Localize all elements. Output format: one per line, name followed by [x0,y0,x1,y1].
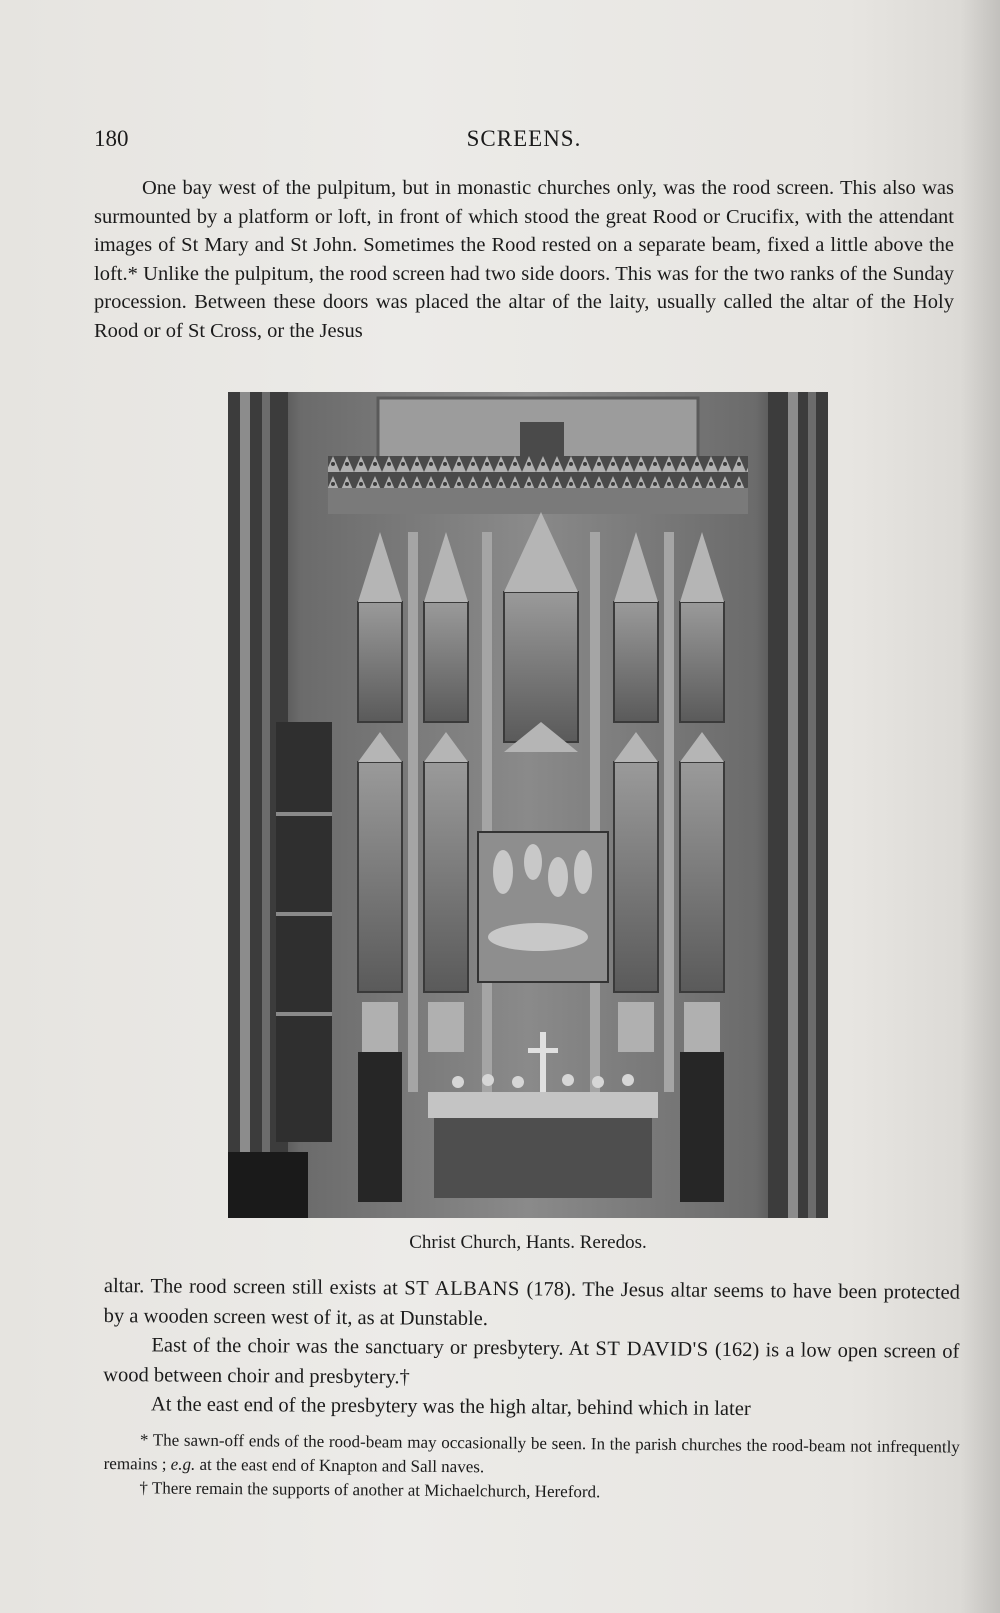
footnote-1 [104,1428,960,1483]
footnotes [103,1428,960,1507]
paragraph-3-text: At the east end of the presbytery was the high altar, behind which in later [150,1393,751,1421]
paragraph-1-text-b: (178). The Jesus altar seems to have been protected by a wooden screen west of it, as at Dunstable. [103,1278,960,1330]
paragraph-2-text-a: East of the choir was the sanctuary or presbytery. At [151,1334,596,1360]
reference-st-albans: ST ALBANS [404,1277,520,1301]
paragraph-2-text-b: (162) is a low open screen of wood between choir and presbytery.† [103,1338,960,1388]
figure-reredos-photograph [228,392,828,1218]
footnote-1-text-b: at the east end of Knapton and Sall naves. [195,1454,485,1477]
footnote-1-eg: e.g. [170,1454,196,1474]
body-top-text: One bay west of the pulpitum, but in monastic churches only, was the rood screen. This also was surmounted by a platform or loft, in front of which stood the great Rood or Crucifix, with the attendant images of St Mary and St John. Sometimes the Rood rested on a separate beam, fixed a little above the loft.* Unlike the pulpitum, the rood screen had two side doors. This was for the two ranks of the Sunday procession. Between these doors was placed the altar of the laity, usually called the altar of the Holy Rood or of St Cross, or the Jesus [94,177,954,342]
reference-st-davids: ST DAVID'S [595,1337,709,1361]
figure-caption: Christ Church, Hants. Reredos. [409,1232,647,1253]
body-paragraph-2 [103,1331,959,1397]
body-paragraph-top [94,174,954,346]
reredos-illustration [228,392,828,1218]
page-header [94,126,954,160]
page-edge-shadow [960,0,1000,1613]
paragraph-1-text-a: altar. The rood screen still exists at [103,1274,405,1300]
body-paragraphs-bottom [103,1272,960,1426]
footnote-2-text: † There remain the supports of another at Michaelchurch, Hereford. [139,1478,601,1502]
running-title: SCREENS. [466,126,582,151]
page-number: 180 [94,126,129,151]
body-paragraph-3 [103,1390,959,1426]
footnote-1-text-a: * The sawn-off ends of the rood-beam may occasionally be seen. In the parish churches the rood-beam not infrequently remains ; [103,1430,960,1474]
body-paragraph-1 [104,1272,960,1338]
